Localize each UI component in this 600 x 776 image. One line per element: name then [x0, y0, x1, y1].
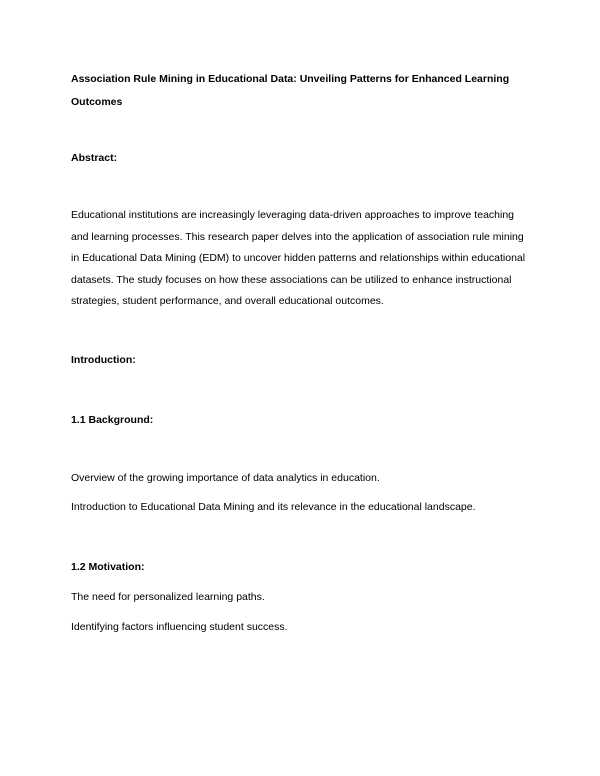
abstract-paragraph: Educational institutions are increasingly leveraging data-driven approaches to improve teaching and learning processes. This research paper delves into the application of association rule mining in Educational Data Mining (EDM) to uncover hidden patterns and relationships within educational datasets. The study focuses on how these associations can be utilized to enhance instructional strategies, student performance, and overall educational outcomes.: [71, 209, 526, 307]
abstract-heading: Abstract:: [71, 152, 118, 164]
background-heading: 1.1 Background:: [71, 414, 154, 426]
motivation-line-1: The need for personalized learning paths.: [71, 591, 265, 603]
motivation-heading: 1.2 Motivation:: [71, 561, 145, 573]
introduction-heading: Introduction:: [71, 354, 136, 366]
background-line-1: Overview of the growing importance of data analytics in education.: [71, 472, 380, 484]
background-line-2: Introduction to Educational Data Mining and its relevance in the educational landscape.: [71, 501, 476, 513]
motivation-line-2: Identifying factors influencing student success.: [71, 621, 288, 633]
paper-title: Association Rule Mining in Educational Data: Unveiling Patterns for Enhanced Learning Outcomes: [71, 73, 510, 108]
